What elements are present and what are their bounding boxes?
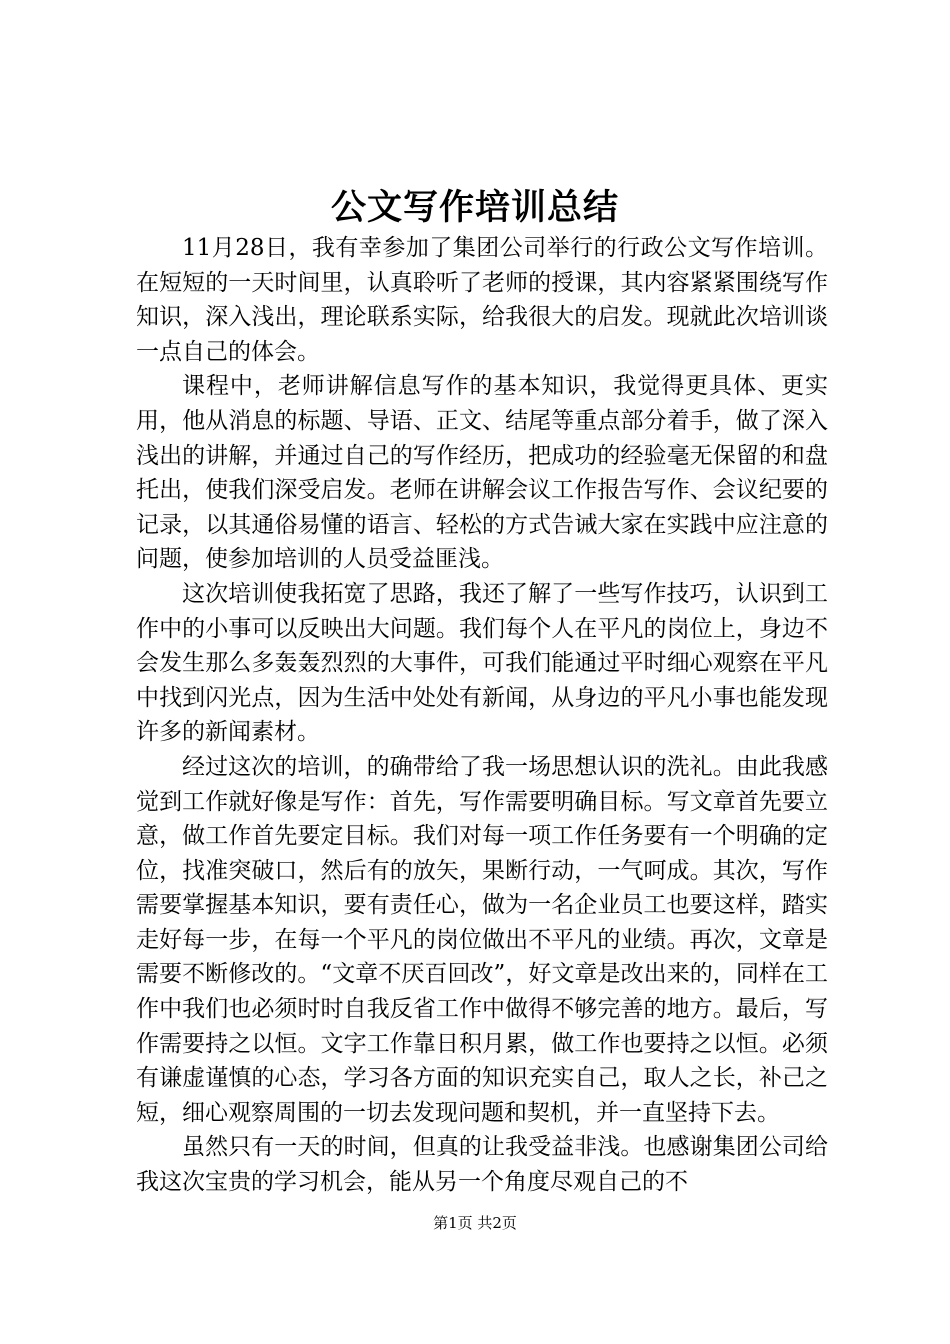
page-number-footer: 第1页 共2页	[433, 1214, 517, 1232]
body-paragraph: 课程中，老师讲解信息写作的基本知识，我觉得更具体、更实用，他从消息的标题、导语、正文、结尾等重点部分着手，做了深入浅出的讲解，并通过自己的写作经历，把成功的经验毫无保留的和盘托出，使我们深受启发。老师在讲解会议工作报告写作、会议纪要的记录，以其通俗易懂的语言、轻松的方式告诫大家在实践中应注意的问题，使参加培训的人员受益匪浅。	[136, 373, 828, 573]
body-paragraph: 经过这次的培训，的确带给了我一场思想认识的洗礼。由此我感觉到工作就好像是写作：首先，写作需要明确目标。写文章首先要立意，做工作首先要定目标。我们对每一项工作任务要有一个明确的定位，找准突破口，然后有的放矢，果断行动，一气呵成。其次，写作需要掌握基本知识，要有责任心，做为一名企业员工也要这样，踏实走好每一步，在每一个平凡的岗位做出不平凡的业绩。再次，文章是需要不断修改的。“文章不厌百回改”，好文章是改出来的，同样在工作中我们也必须时时自我反省工作中做得不够完善的地方。最后，写作需要持之以恒。文字工作靠日积月累，做工作也要持之以恒。必须有谦虚谨慎的心态，学习各方面的知识充实自己，取人之长，补己之短，细心观察周围的一切去发现问题和契机，并一直坚持下去。	[136, 753, 828, 1126]
body-paragraph: 虽然只有一天的时间，但真的让我受益非浅。也感谢集团公司给我这次宝贵的学习机会，能从另一个角度尽观自己的不	[136, 1134, 828, 1196]
body-paragraph: 11月28日，我有幸参加了集团公司举行的行政公文写作培训。在短短的一天时间里，认真聆听了老师的授课，其内容紧紧围绕写作知识，深入浅出，理论联系实际，给我很大的启发。现就此次培训谈一点自己的体会。	[136, 235, 828, 365]
body-paragraph: 这次培训使我拓宽了思路，我还了解了一些写作技巧，认识到工作中的小事可以反映出大问题。我们每个人在平凡的岗位上，身边不会发生那么多轰轰烈烈的大事件，可我们能通过平时细心观察在平凡中找到闪光点，因为生活中处处有新闻，从身边的平凡小事也能发现许多的新闻素材。	[136, 580, 828, 746]
document-body	[136, 231, 828, 1200]
document-title: 公文写作培训总结	[330, 187, 619, 228]
